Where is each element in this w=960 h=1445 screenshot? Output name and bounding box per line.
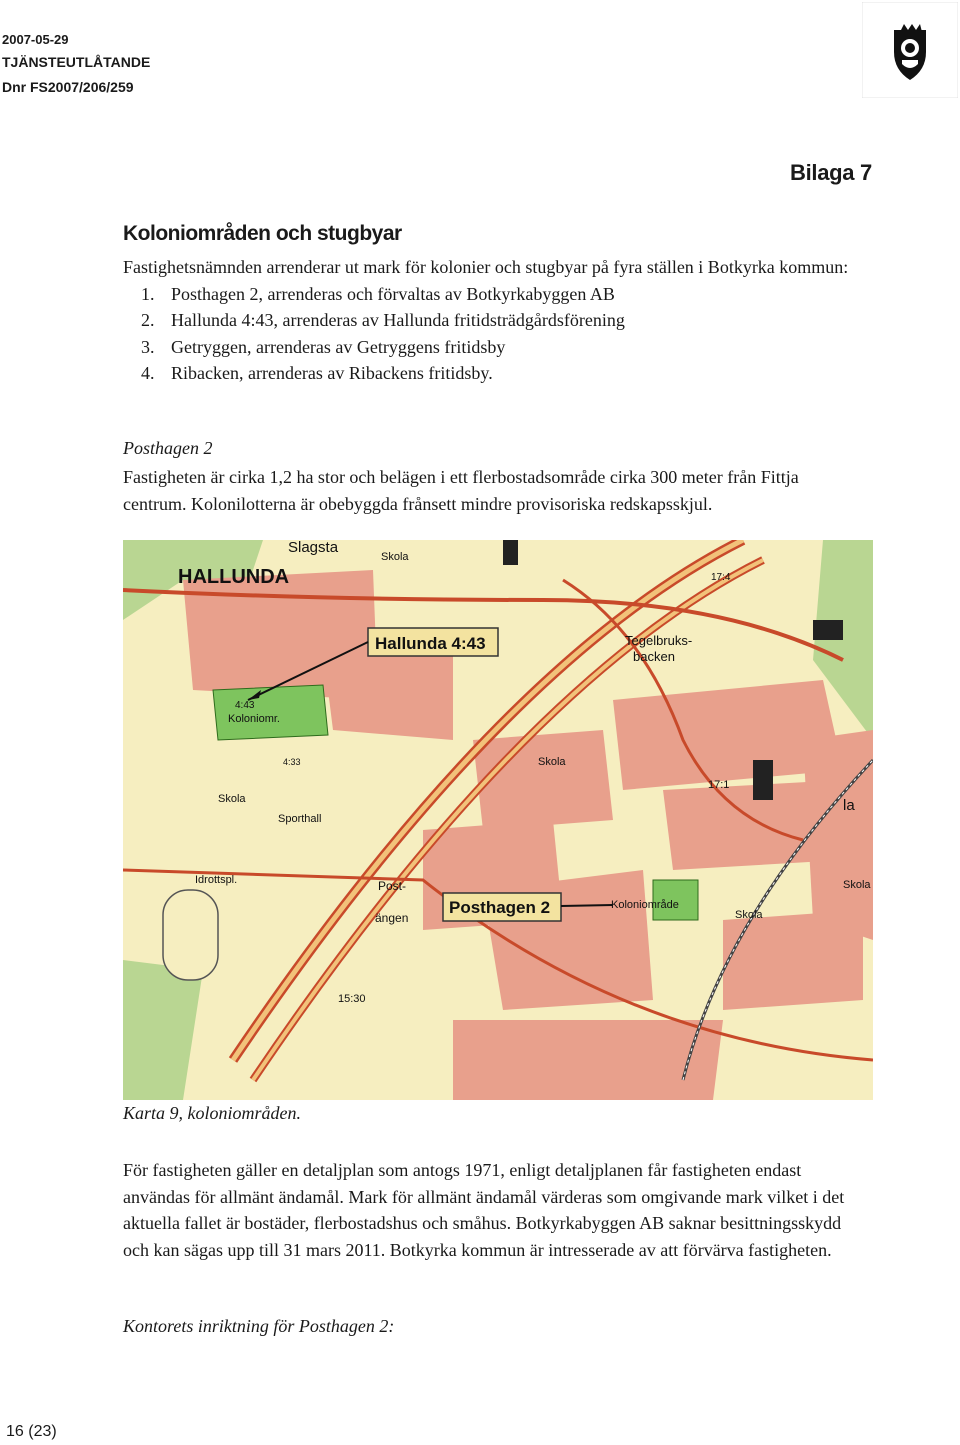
intro-block [123,254,863,387]
list-item: 1. Posthagen 2, arrenderas och förvaltas av Botkyrkabyggen AB [159,281,863,308]
page-number: 16 (23) [6,1423,57,1440]
area-list [123,281,863,387]
page-title: Koloniområden och stugbyar [123,222,402,245]
header-dnr: Dnr FS2007/206/259 [2,79,134,95]
map-label-school: Skola [843,879,871,891]
map-label-433: 4:33 [283,757,301,767]
map-label-la: la [843,797,855,814]
map-label-hallunda-443: Hallunda 4:43 [375,634,486,653]
map-label-tegelbruk: Tegelbruks- [625,633,693,648]
map-label-backen: backen [633,649,675,664]
area-map [123,540,873,1100]
bilaga-label: Bilaga 7 [790,160,872,185]
map-label-koloniomr: Koloniomr. [228,713,280,725]
list-item: 3. Getryggen, arrenderas av Getryggens fritidsby [159,334,863,361]
map-label-slagsta: Slagsta [288,540,339,556]
header-doc-type: TJÄNSTEUTLÅTANDE [2,54,151,70]
map-label-school: Skola [218,793,246,805]
intro-text: Fastighetsnämnden arrenderar ut mark för kolonier och stugbyar på fyra ställen i Botkyrka kommun: [123,257,849,277]
map-label-school: Skola [735,909,763,921]
map-label-sporthall: Sporthall [278,813,322,825]
stockholms-stad-logo [862,2,958,98]
map-label-171: 17:1 [708,779,730,791]
map-label-hallunda: HALLUNDA [178,566,290,588]
section-text: Fastigheten är cirka 1,2 ha stor och belägen i ett flerbostadsområde cirka 300 meter från Fittja centrum. Kolonilotterna är obebyggda frånsett mindre provisoriska redskapsskjul. [123,467,799,514]
body-paragraph: För fastigheten gäller en detaljplan som antogs 1971, enligt detaljplanen får fastigheten endast användas för allmänt ändamål. Mark för allmänt ändamål värderas som omgivande mark vilket i det aktuella fallet är bostäder, flerbostadshus och småhus. Botkyrkabyggen AB saknar besittningsskydd och kan sägas upp till 31 mars 2011. Botkyrka kommun är intresserade av att förvärva fastigheten. [123,1160,845,1260]
map-label-174: 17:4 [711,572,731,583]
list-item: 4. Ribacken, arrenderas av Ribackens fritidsby. [159,360,863,387]
map-label-school: Skola [538,756,566,768]
map-label-post: Post- [378,879,407,893]
map-label-443: 4:43 [235,700,255,711]
map-label-school: Skola [381,551,409,563]
header-date: 2007-05-29 [2,32,69,47]
map-label-1530: 15:30 [338,993,366,1005]
section-title: Posthagen 2 [123,438,213,458]
map-label-angen: ängen [375,911,409,925]
map-label-posthagen-2: Posthagen 2 [449,898,551,917]
map-caption: Karta 9, koloniområden. [123,1103,301,1123]
list-item: 2. Hallunda 4:43, arrenderas av Hallunda fritidsträdgårdsförening [159,307,863,334]
document-header [2,30,150,100]
kontor-heading: Kontorets inriktning för Posthagen 2: [123,1316,395,1336]
map-label-koloniomrade: Koloniområde [611,899,679,911]
map-label-idrottsplats: Idrottspl. [195,874,238,886]
